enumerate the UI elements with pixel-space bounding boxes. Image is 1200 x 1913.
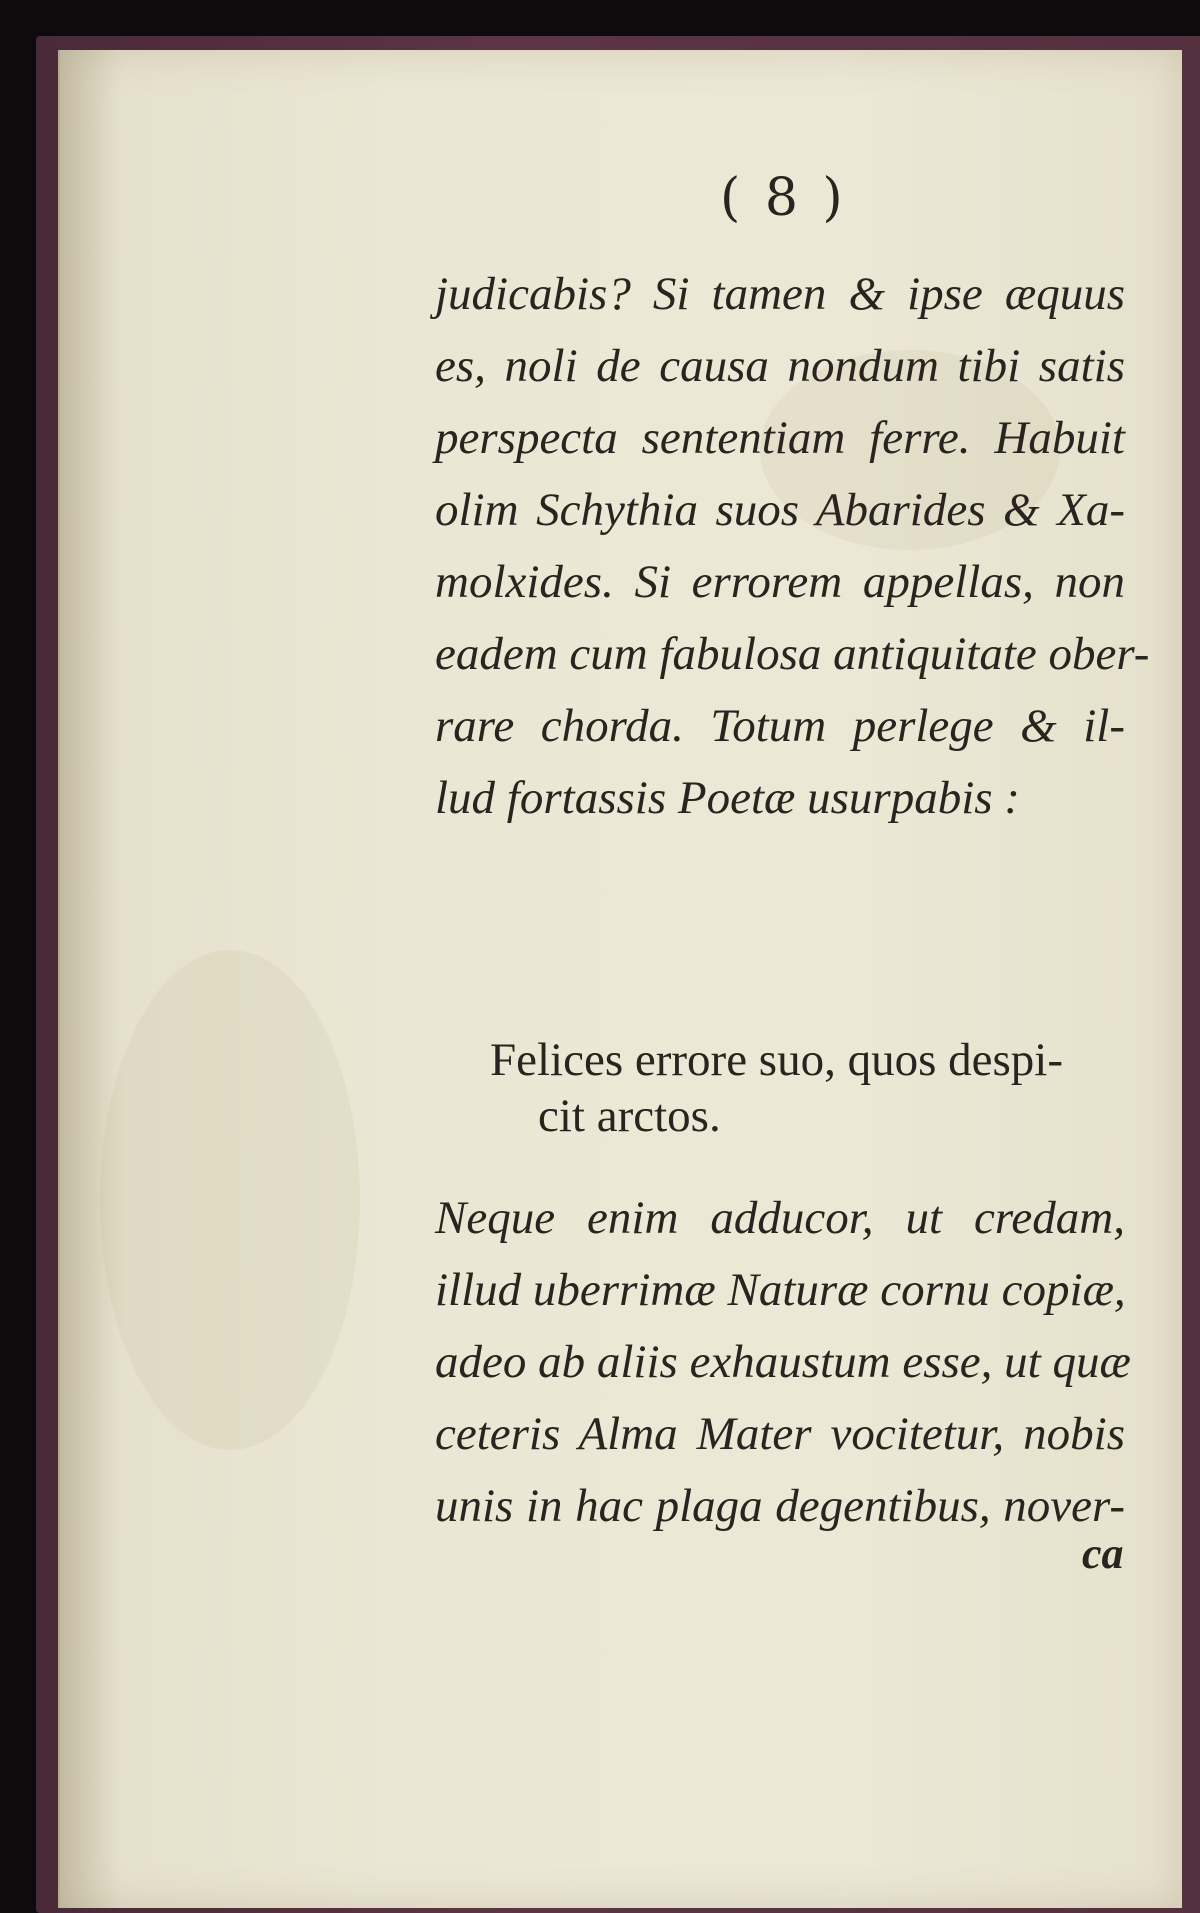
text-line: illud uberrimæ Naturæ cornu copiæ,: [435, 1264, 1126, 1316]
text-line: judicabis? Si tamen & ipse æquus: [435, 268, 1125, 320]
page-number: ( 8 ): [720, 168, 847, 228]
paragraph-2: [435, 1182, 1131, 1542]
text-line: lud fortassis Poetæ usurpabis :: [435, 772, 1020, 824]
verse-line: Felices errore suo, quos despi-: [490, 1034, 1063, 1086]
paragraph-1: [435, 258, 1150, 834]
text-line: unis in hac plaga degentibus, nover-: [435, 1480, 1125, 1532]
text-line: es, noli de causa nondum tibi satis: [435, 340, 1125, 392]
text-line: perspecta sententiam ferre. Habuit: [435, 412, 1125, 464]
paper-stain: [100, 950, 360, 1450]
text-line: olim Schythia suos Abarides & Xa-: [435, 484, 1125, 536]
catchword: ca: [1082, 1529, 1124, 1578]
page-gutter-shadow: [58, 50, 118, 1908]
text-line: Neque enim adducor, ut credam,: [435, 1192, 1125, 1244]
text-line: molxides. Si errorem appellas, non: [435, 556, 1125, 608]
text-line: rare chorda. Totum perlege & il-: [435, 700, 1125, 752]
text-line: ceteris Alma Mater vocitetur, nobis: [435, 1408, 1125, 1460]
text-line: eadem cum fabulosa antiquitate ober-: [435, 628, 1150, 680]
text-line: adeo ab aliis exhaustum esse, ut quæ: [435, 1336, 1131, 1388]
verse-line: cit arctos.: [538, 1090, 721, 1142]
verse-quote: [490, 1032, 1130, 1144]
